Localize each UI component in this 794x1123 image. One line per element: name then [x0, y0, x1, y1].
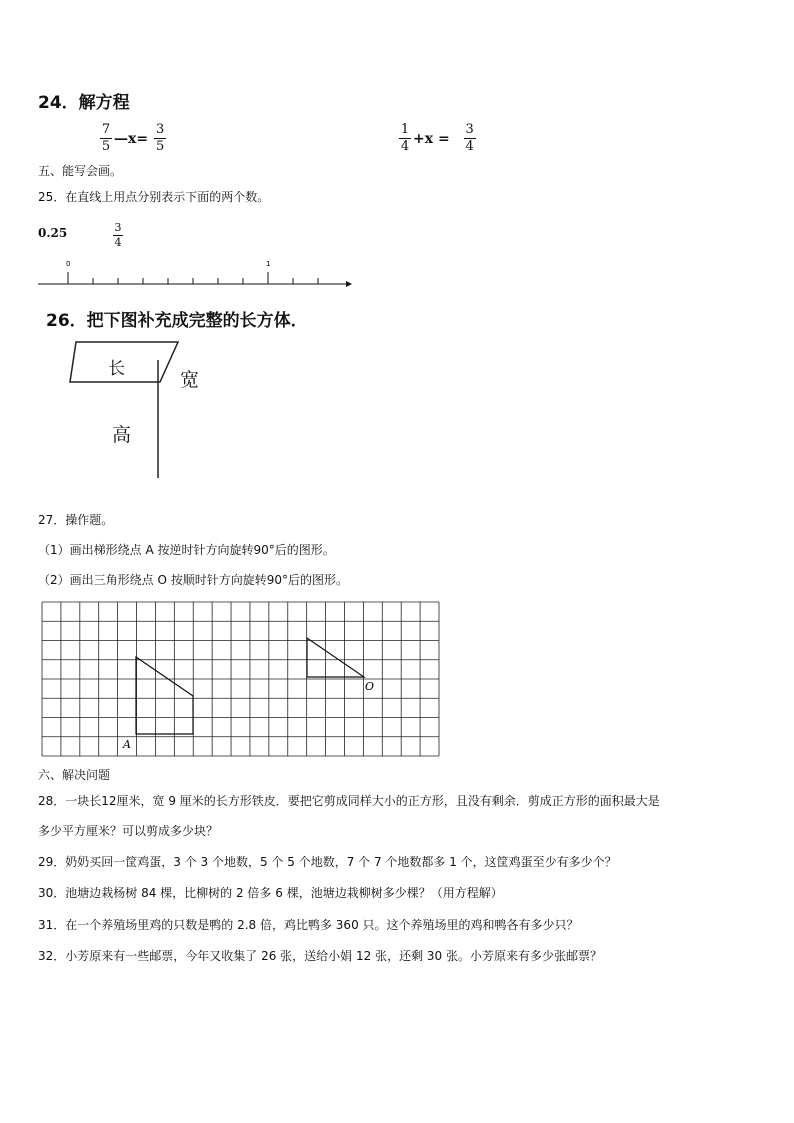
triangle-shape [307, 638, 364, 677]
q28-line2: 多少平方厘米？可以剪成多少块？ [38, 824, 219, 838]
q27-sub1: （1）画出梯形绕点 A 按逆时针方向旋转90°后的图形。 [38, 543, 335, 557]
label-width: 宽 [180, 369, 200, 391]
section-5-heading: 五、能写会画。 [38, 164, 123, 178]
q31-text: 31．在一个养殖场里鸡的只数是鸭的 2.8 倍，鸡比鸭多 360 只。这个养殖场里的鸡和鸭各有多少只？ [38, 918, 579, 932]
q24-title: 24．解方程 [38, 93, 130, 113]
q25-text: 25．在直线上用点分别表示下面的两个数。 [38, 190, 270, 204]
operator: —x= [114, 130, 149, 147]
fraction [399, 122, 411, 155]
fraction [464, 122, 476, 155]
label-height: 高 [112, 424, 132, 446]
q28-line1: 28．一块长12厘米，宽 9 厘米的长方形铁皮．要把它剪成同样大小的正方形，且没有剩余．剪成正方形的面积最大是 [38, 794, 660, 808]
value-3-4 [113, 216, 123, 250]
operator: +x = [413, 130, 450, 147]
q27-text: 27．操作题。 [38, 513, 114, 527]
q29-text: 29．奶奶买回一筐鸡蛋，3 个 3 个地数，5 个 5 个地数，7 个 7 个地数都多 1 个，这筐鸡蛋至少有多少个？ [38, 855, 617, 869]
numerator: 3 [114, 221, 122, 234]
numerator: 1 [400, 122, 410, 137]
point-o-label: O [365, 680, 375, 693]
denominator: 5 [155, 139, 165, 154]
point-a-label: A [123, 738, 131, 751]
cuboid-sketch[interactable] [60, 338, 220, 483]
q30-text: 30．池塘边栽杨树 84 棵，比柳树的 2 倍多 6 棵，池塘边栽柳树多少棵？（用方程解） [38, 886, 503, 900]
numerator: 3 [465, 122, 474, 137]
denominator: 5 [101, 139, 111, 154]
number-line[interactable] [30, 252, 360, 292]
equation-1 [100, 122, 166, 155]
q32-text: 32．小芳原来有一些邮票，今年又收集了 26 张，送给小娟 12 张，还剩 30 张。小芳原来有多少张邮票？ [38, 949, 602, 963]
denominator: 4 [465, 139, 474, 154]
tick-label-1: 1 [266, 260, 271, 268]
equation-2 [399, 122, 476, 155]
trapezoid-shape [136, 657, 193, 734]
denominator: 4 [400, 139, 410, 154]
tick-label-0: 0 [66, 260, 71, 268]
fraction [154, 122, 166, 155]
q27-sub2: （2）画出三角形绕点 O 按顺时针方向旋转90°后的图形。 [38, 573, 348, 587]
fraction [100, 122, 112, 155]
numerator: 3 [155, 122, 165, 137]
label-length: 长 [108, 359, 125, 379]
section-6-heading: 六、解决问题 [38, 768, 111, 782]
value-0-25: 0.25 [38, 226, 68, 240]
numerator: 7 [101, 122, 111, 137]
grid-figure[interactable] [40, 600, 442, 758]
q26-text: 26．把下图补充成完整的长方体． [46, 311, 308, 331]
denominator: 4 [114, 236, 122, 249]
